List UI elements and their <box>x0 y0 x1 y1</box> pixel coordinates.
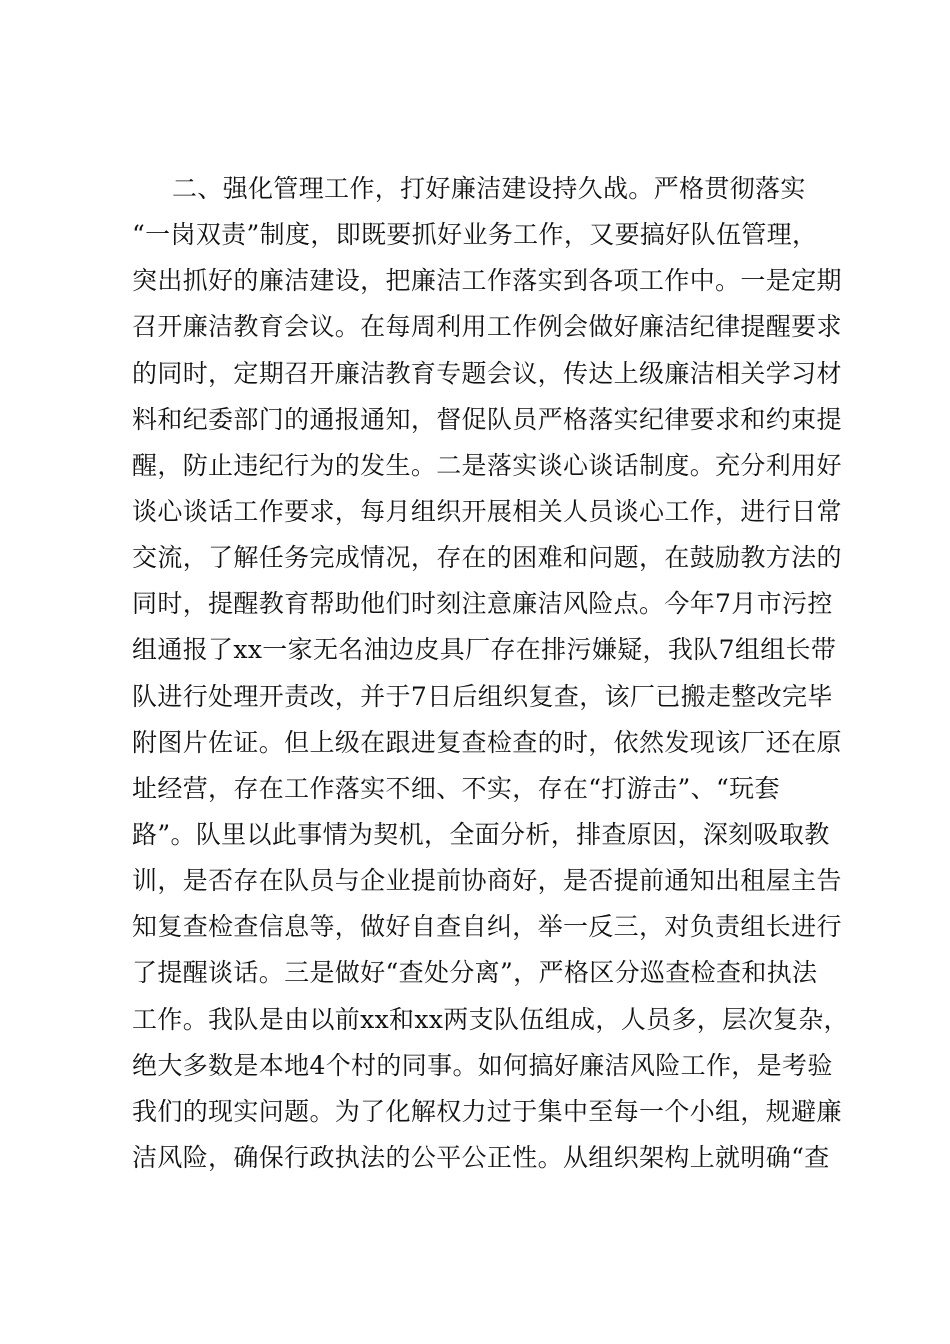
text-line: 我们的现实问题。为了化解权力过于集中至每一个小组，规避廉 <box>132 1096 842 1126</box>
text-line: 址经营，存在工作落实不细、不实，存在“打游击”、“玩套 <box>132 773 780 803</box>
text-line: 组通报了xx一家无名油边皮具厂存在排污嫌疑，我队7组组长带 <box>132 635 837 665</box>
text-line: 醒，防止违纪行为的发生。二是落实谈心谈话制度。充分利用好 <box>132 450 842 480</box>
text-line: 知复查检查信息等，做好自查自纠，举一反三，对负责组长进行 <box>132 912 842 942</box>
text-line: 突出抓好的廉洁建设，把廉洁工作落实到各项工作中。一是定期 <box>132 266 842 296</box>
body-paragraph <box>132 166 852 1181</box>
text-line: 路”。队里以此事情为契机，全面分析，排查原因，深刻吸取教 <box>132 819 830 849</box>
text-line: 附图片佐证。但上级在跟进复查检查的时，依然发现该厂还在原 <box>132 727 842 757</box>
text-line: 料和纪委部门的通报通知，督促队员严格落实纪律要求和约束提 <box>132 404 842 434</box>
text-line: 绝大多数是本地4个村的同事。如何搞好廉洁风险工作，是考验 <box>132 1050 833 1080</box>
text-line: 训，是否存在队员与企业提前协商好，是否提前通知出租屋主告 <box>132 866 842 896</box>
text-line: 召开廉洁教育会议。在每周利用工作例会做好廉洁纪律提醒要求 <box>132 312 842 342</box>
text-line: 队进行处理开责改，并于7日后组织复查，该厂已搬走整改完毕 <box>132 681 833 711</box>
text-line: 洁风险，确保行政执法的公平公正性。从组织架构上就明确“查 <box>132 1142 830 1172</box>
text-line: 的同时，定期召开廉洁教育专题会议，传达上级廉洁相关学习材 <box>132 358 842 388</box>
text-line: “一岗双责”制度，即既要抓好业务工作，又要搞好队伍管理， <box>132 220 818 250</box>
text-line: 二、强化管理工作，打好廉洁建设持久战。严格贯彻落实 <box>172 174 806 203</box>
text-line: 谈心谈话工作要求，每月组织开展相关人员谈心工作，进行日常 <box>132 496 842 526</box>
text-line: 同时，提醒教育帮助他们时刻注意廉洁风险点。今年7月市污控 <box>132 589 833 619</box>
text-line: 交流，了解任务完成情况，存在的困难和问题，在鼓励教方法的 <box>132 543 842 573</box>
text-line: 了提醒谈话。三是做好“查处分离”，严格区分巡查检查和执法 <box>132 958 818 988</box>
text-line: 工作。我队是由以前xx和xx两支队伍组成，人员多，层次复杂， <box>132 1004 849 1034</box>
